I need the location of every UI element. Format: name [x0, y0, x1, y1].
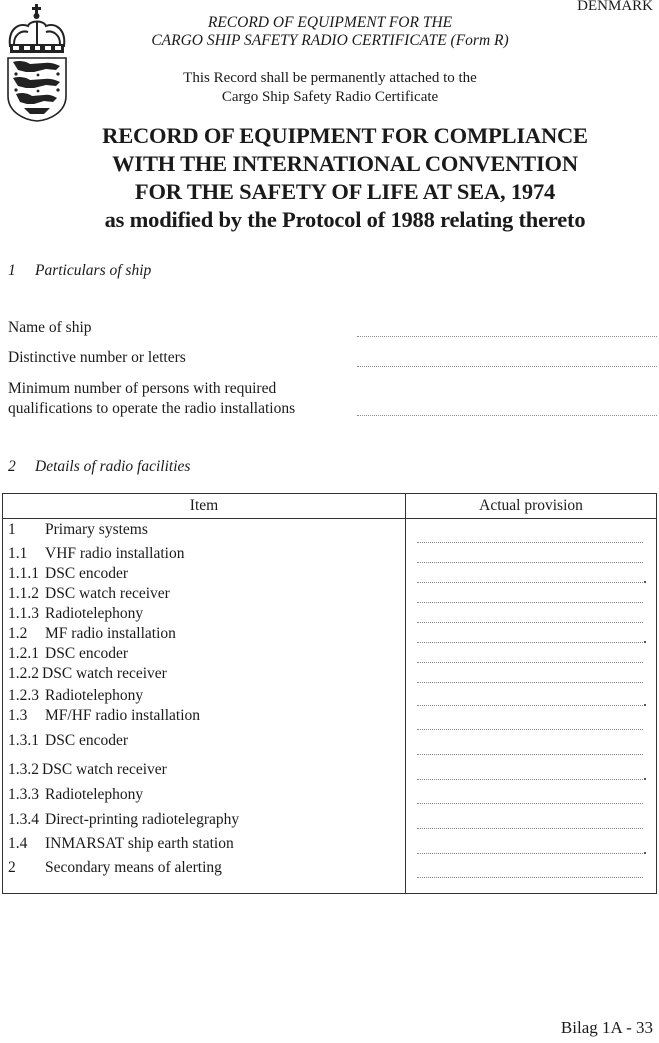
row-label: VHF radio installation	[45, 545, 185, 562]
row-label: DSC watch receiver	[45, 585, 170, 602]
row-label: MF/HF radio installation	[45, 707, 200, 724]
row-label: INMARSAT ship earth station	[45, 835, 234, 852]
row-label: DSC encoder	[45, 565, 129, 582]
provision-field[interactable]	[417, 853, 643, 854]
table-row	[8, 811, 239, 829]
form-subtitle-line2: CARGO SHIP SAFETY RADIO CERTIFICATE (Form R)	[151, 32, 509, 49]
row-label: DSC watch receiver	[42, 761, 167, 778]
row-label: Radiotelephony	[45, 605, 144, 622]
title-line3: FOR THE SAFETY OF LIFE AT SEA, 1974	[134, 179, 556, 204]
section1-heading	[8, 262, 151, 280]
min-persons-label-line2: qualifications to operate the radio installations	[8, 400, 296, 417]
section1-title: Particulars of ship	[35, 262, 152, 279]
table-row	[8, 835, 234, 853]
row-label: MF radio installation	[45, 625, 176, 642]
provision-field[interactable]	[417, 562, 643, 563]
page-number: Bilag 1A - 33	[560, 1018, 653, 1037]
row-code: 2	[8, 859, 16, 876]
provision-field[interactable]	[417, 803, 643, 804]
table-row	[8, 786, 143, 804]
attachment-note-line1: This Record shall be permanently attached to the	[183, 70, 477, 86]
provision-field[interactable]	[417, 877, 643, 878]
row-label: DSC encoder	[45, 645, 129, 662]
table-header-row	[3, 494, 657, 519]
form-subtitle-line1: RECORD OF EQUIPMENT FOR THE	[207, 14, 453, 31]
table-row	[8, 605, 143, 623]
row-code: 1.4	[8, 835, 28, 852]
row-code: 1.2.2	[8, 665, 39, 682]
provision-field[interactable]	[417, 779, 643, 780]
row-label: Radiotelephony	[45, 687, 144, 704]
provision-field[interactable]	[417, 662, 643, 663]
provision-cell	[406, 519, 657, 894]
provision-field[interactable]	[417, 622, 643, 623]
row-code: 1.1.3	[8, 605, 39, 622]
row-label: Radiotelephony	[45, 786, 144, 803]
provision-field[interactable]	[417, 602, 643, 603]
row-code: 1.2.3	[8, 687, 39, 704]
form-subtitle	[130, 14, 530, 50]
row-label: Secondary means of alerting	[45, 859, 222, 876]
table-row	[8, 761, 167, 779]
row-code: 1.1.2	[8, 585, 39, 602]
distinctive-number-field[interactable]	[357, 366, 657, 367]
table-row	[8, 665, 167, 683]
table-row	[8, 707, 200, 725]
country-label: DENMARK	[577, 0, 653, 14]
row-code: 1.3.3	[8, 786, 39, 803]
row-label: Direct-printing radiotelegraphy	[45, 811, 240, 828]
min-persons-field[interactable]	[357, 415, 657, 416]
provision-field[interactable]	[417, 582, 643, 583]
row-code: 1.3.1	[8, 732, 39, 749]
table-row	[8, 732, 128, 750]
ship-name-label: Name of ship	[8, 319, 92, 336]
row-label: Primary systems	[45, 521, 148, 538]
column-header-item: Item	[3, 494, 406, 519]
row-code: 1.2	[8, 625, 28, 642]
row-code: 1.2.1	[8, 645, 39, 662]
provision-field[interactable]	[417, 828, 643, 829]
provision-field[interactable]	[417, 705, 643, 706]
title-line2: WITH THE INTERNATIONAL CONVENTION	[112, 151, 578, 176]
attachment-note	[130, 69, 530, 107]
table-row	[8, 565, 128, 583]
title-line1: RECORD OF EQUIPMENT FOR COMPLIANCE	[102, 123, 588, 148]
provision-field[interactable]	[417, 729, 643, 730]
section2-number: 2	[8, 458, 16, 475]
ship-name-field[interactable]	[357, 336, 657, 337]
row-code: 1.3.4	[8, 811, 39, 828]
row-code: 1.3.2	[8, 761, 39, 778]
coat-of-arms-icon	[4, 4, 70, 122]
row-label: DSC watch receiver	[42, 665, 167, 682]
attachment-note-line2: Cargo Ship Safety Radio Certificate	[221, 89, 439, 105]
row-code: 1.1	[8, 545, 28, 562]
table-row	[8, 545, 185, 563]
section2-heading	[8, 458, 190, 476]
provision-field[interactable]	[417, 682, 643, 683]
table-row	[8, 521, 148, 539]
row-label: DSC encoder	[45, 732, 129, 749]
section2-title: Details of radio facilities	[35, 458, 191, 475]
row-code: 1	[8, 521, 16, 538]
min-persons-label-line1: Minimum number of persons with required	[8, 380, 277, 397]
row-code: 1.3	[8, 707, 28, 724]
provision-field[interactable]	[417, 642, 643, 643]
table-row	[8, 859, 222, 877]
provision-field[interactable]	[417, 542, 643, 543]
section1-number: 1	[8, 262, 16, 279]
page-title	[0, 122, 659, 234]
min-persons-label	[8, 379, 295, 419]
row-code: 1.1.1	[8, 565, 39, 582]
table-row	[8, 645, 128, 663]
column-header-actual-provision: Actual provision	[406, 494, 657, 519]
distinctive-number-label: Distinctive number or letters	[8, 349, 186, 366]
title-line4: as modified by the Protocol of 1988 relating thereto	[104, 207, 586, 232]
table-row	[8, 625, 176, 643]
table-row	[8, 687, 143, 705]
provision-field[interactable]	[417, 754, 643, 755]
table-row	[8, 585, 170, 603]
